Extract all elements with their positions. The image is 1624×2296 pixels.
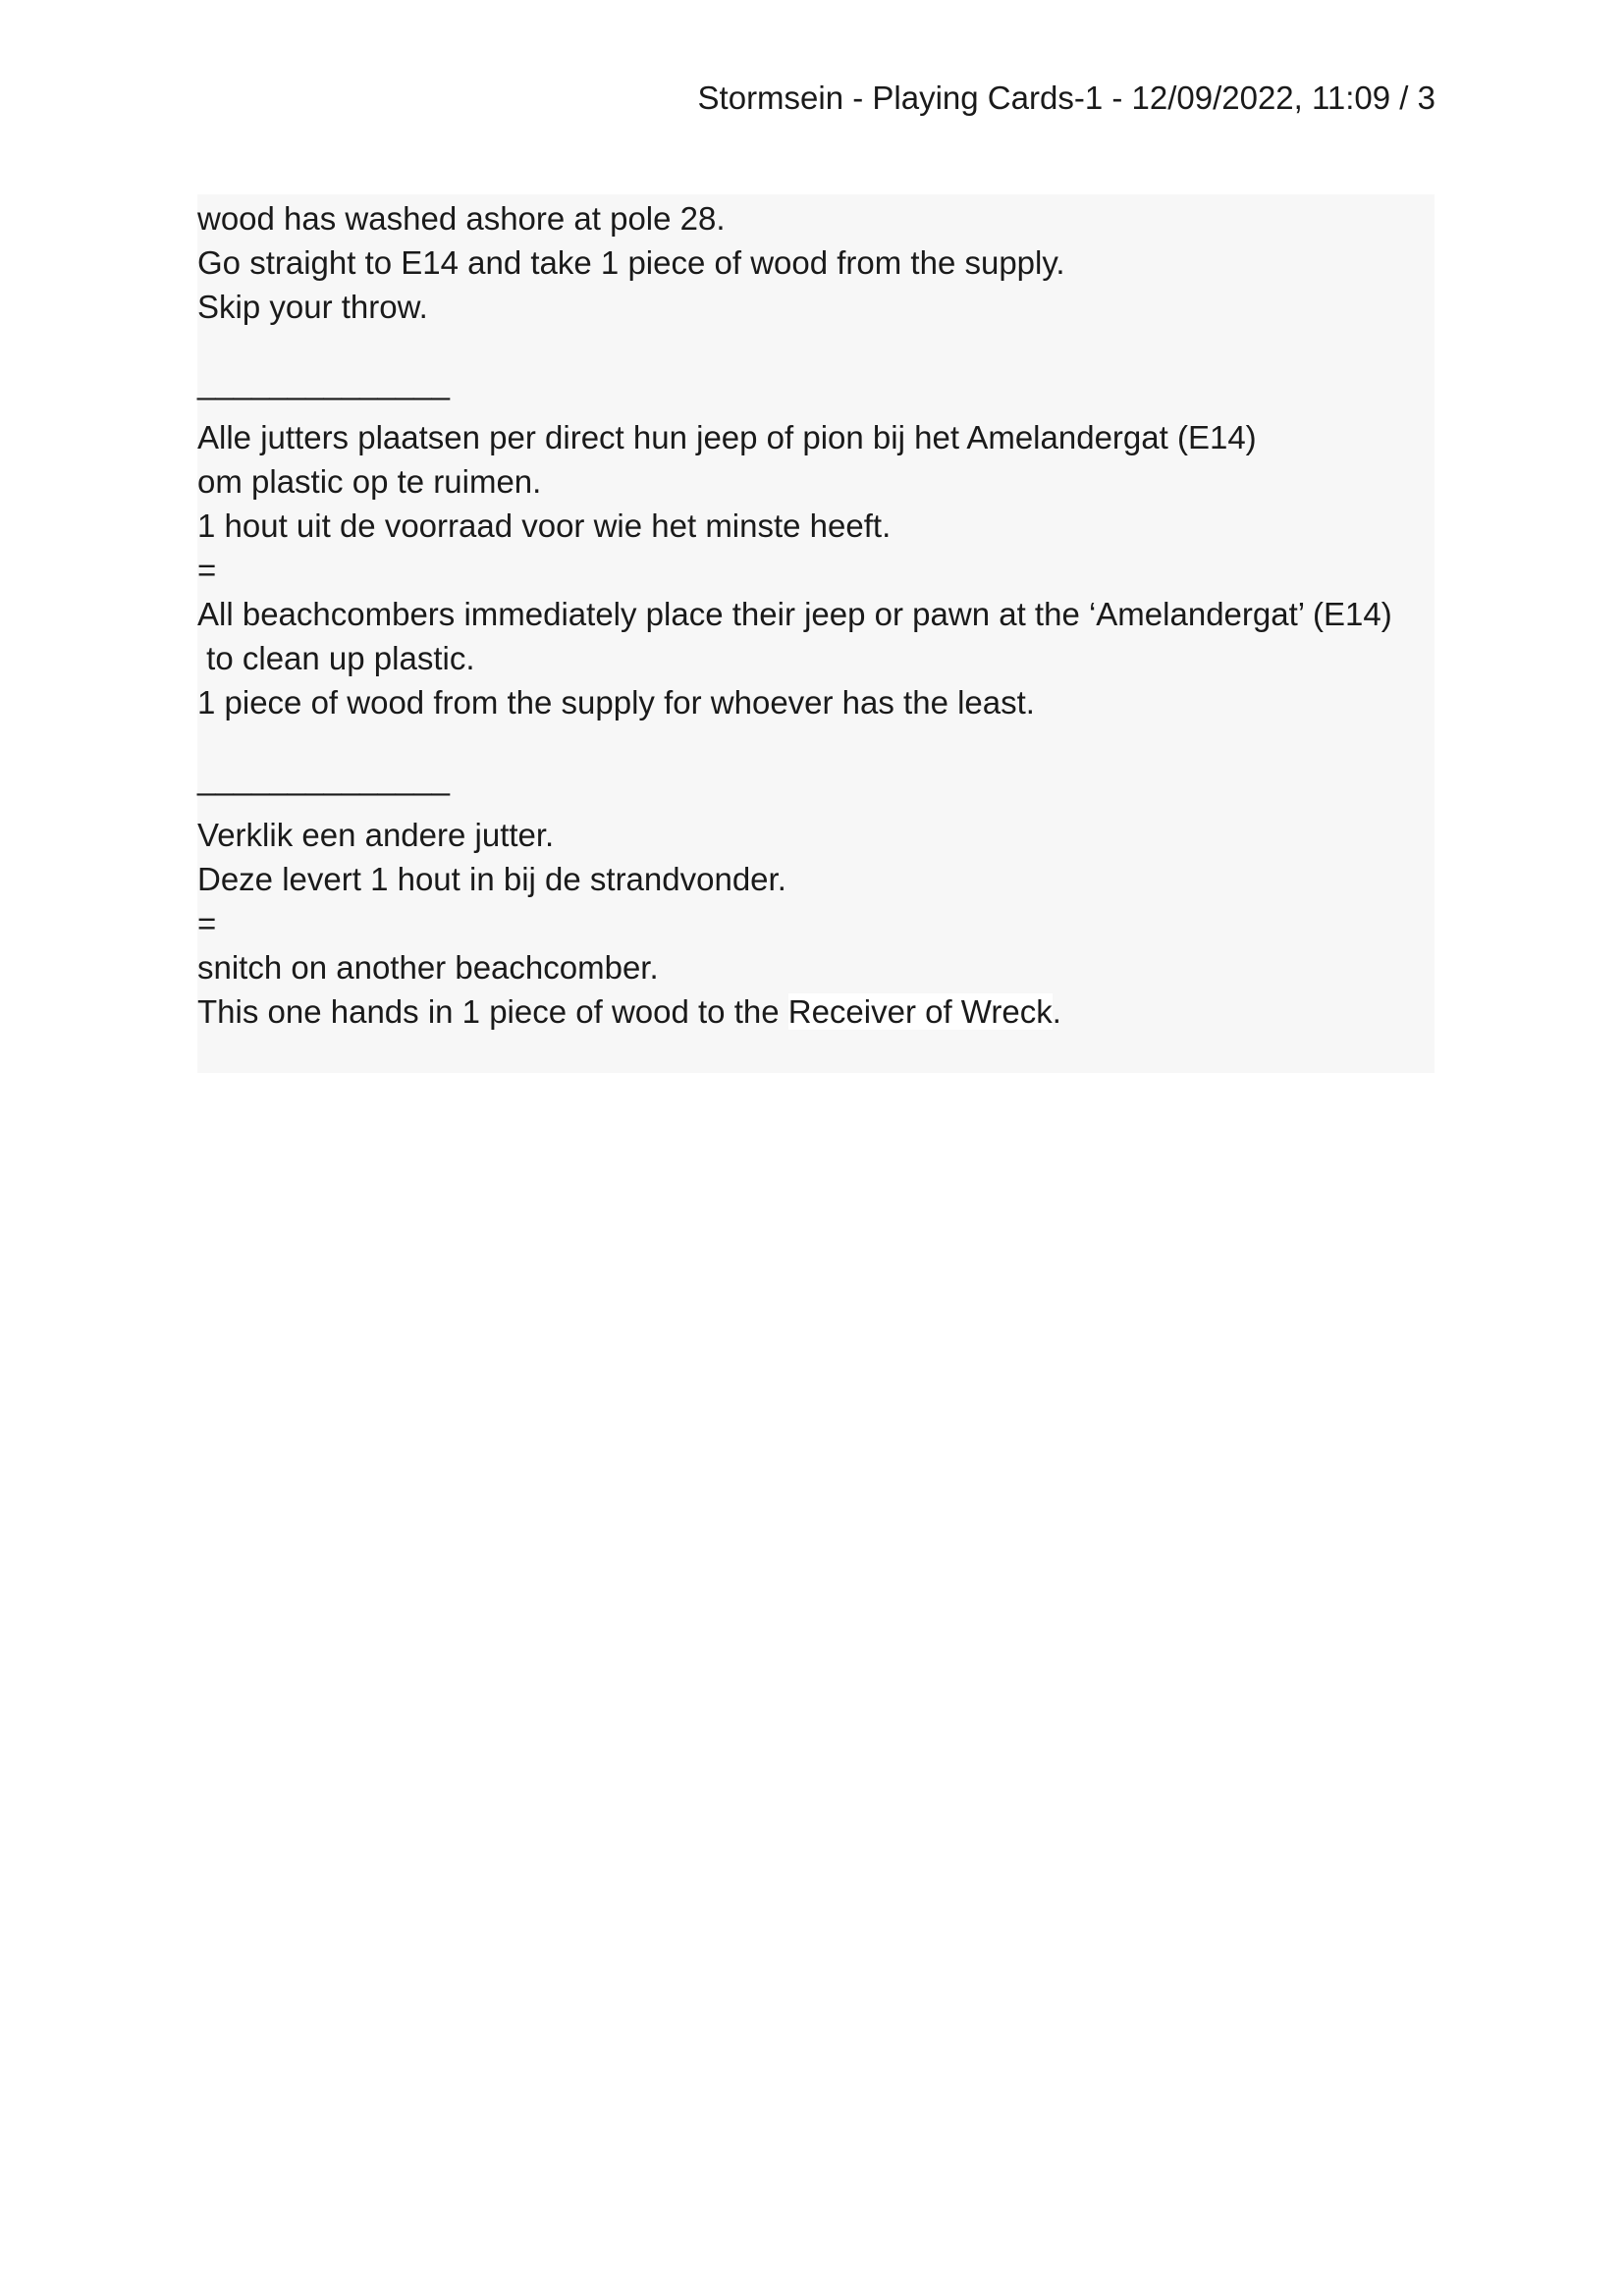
text-line: to clean up plastic. bbox=[197, 640, 475, 676]
text-segment: . bbox=[1052, 993, 1061, 1030]
equals-line: = bbox=[197, 552, 217, 588]
text-line: 1 piece of wood from the supply for whoever has the least. bbox=[197, 684, 1035, 721]
text-line: snitch on another beachcomber. bbox=[197, 949, 659, 986]
text-line: Alle jutters plaatsen per direct hun jeep of pion bij het Amelandergat (E14) bbox=[197, 419, 1257, 455]
text-segment: This one hands in 1 piece of wood to the bbox=[197, 993, 788, 1030]
separator-line: ______________ bbox=[197, 364, 450, 400]
text-line: wood has washed ashore at pole 28. bbox=[197, 200, 726, 237]
text-line: Deze levert 1 hout in bij de strandvonder. bbox=[197, 861, 786, 897]
text-line: All beachcombers immediately place their jeep or pawn at the ‘Amelandergat’ (E14) bbox=[197, 596, 1392, 632]
text-line: 1 hout uit de voorraad voor wie het minste heeft. bbox=[197, 507, 892, 544]
page-header: Stormsein - Playing Cards-1 - 12/09/2022, 11:09 / 3 bbox=[697, 80, 1435, 116]
text-line: Go straight to E14 and take 1 piece of wood from the supply. bbox=[197, 244, 1065, 281]
separator-line: ______________ bbox=[197, 760, 450, 796]
text-line: om plastic op te ruimen. bbox=[197, 463, 542, 500]
equals-line: = bbox=[197, 905, 217, 941]
highlighted-term: Receiver of Wreck bbox=[787, 993, 1053, 1030]
text-line: Skip your throw. bbox=[197, 289, 428, 325]
text-line bbox=[197, 990, 1061, 1034]
text-line: Verklik een andere jutter. bbox=[197, 817, 555, 853]
card-text-block bbox=[197, 194, 1435, 1073]
